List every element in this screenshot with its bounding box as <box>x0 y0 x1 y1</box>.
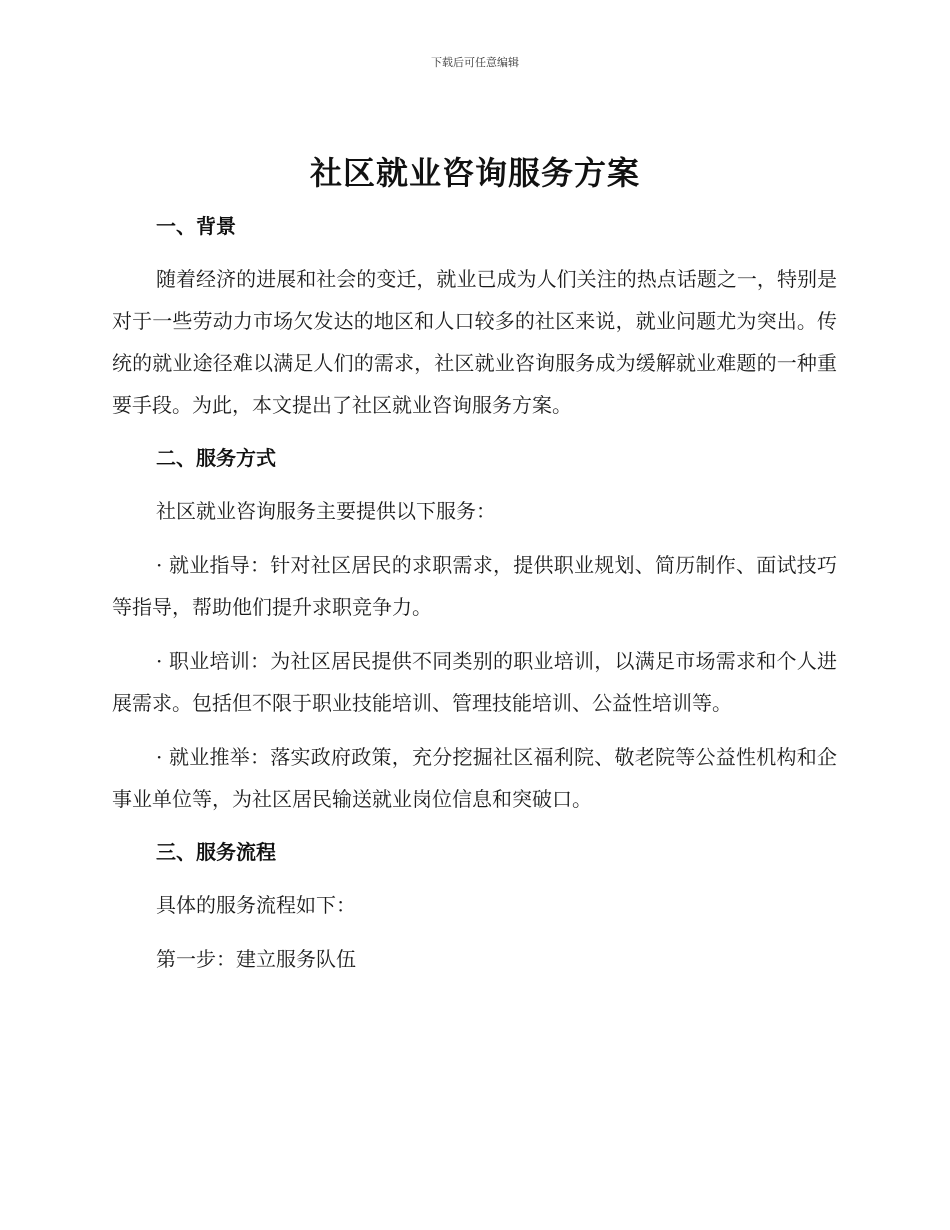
background-paragraph: 随着经济的进展和社会的变迁，就业已成为人们关注的热点话题之一，特别是对于一些劳动力市场欠发达的地区和人口较多的社区来说，就业问题尤为突出。传统的就业途径难以满足人们的需求，社区就业咨询服务成为缓解就业难题的一种重要手段。为此，本文提出了社区就业咨询服务方案。 <box>112 267 837 417</box>
list-item: · 就业推举：落实政府政策，充分挖掘社区福利院、敬老院等公益性机构和企事业单位等，为社区居民输送就业岗位信息和突破口。 <box>112 745 837 811</box>
header-note: 下载后可任意编辑 <box>431 56 519 69</box>
service-flow-step: 第一步：建立服务队伍 <box>156 947 356 971</box>
section-heading-service-flow: 三、服务流程 <box>156 840 276 864</box>
list-item: · 就业指导：针对社区居民的求职需求，提供职业规划、简历制作、面试技巧等指导，帮助他们提升求职竞争力。 <box>112 553 837 619</box>
document-title: 社区就业咨询服务方案 <box>309 154 640 192</box>
service-mode-intro: 社区就业咨询服务主要提供以下服务： <box>156 499 496 523</box>
document-body <box>112 200 837 980</box>
list-item: · 职业培训：为社区居民提供不同类别的职业培训，以满足市场需求和个人进展需求。包括但不限于职业技能培训、管理技能培训、公益性培训等。 <box>112 649 837 715</box>
section-heading-service-mode: 二、服务方式 <box>156 446 276 470</box>
service-flow-intro: 具体的服务流程如下： <box>156 893 356 917</box>
section-heading-background: 一、背景 <box>156 214 236 238</box>
